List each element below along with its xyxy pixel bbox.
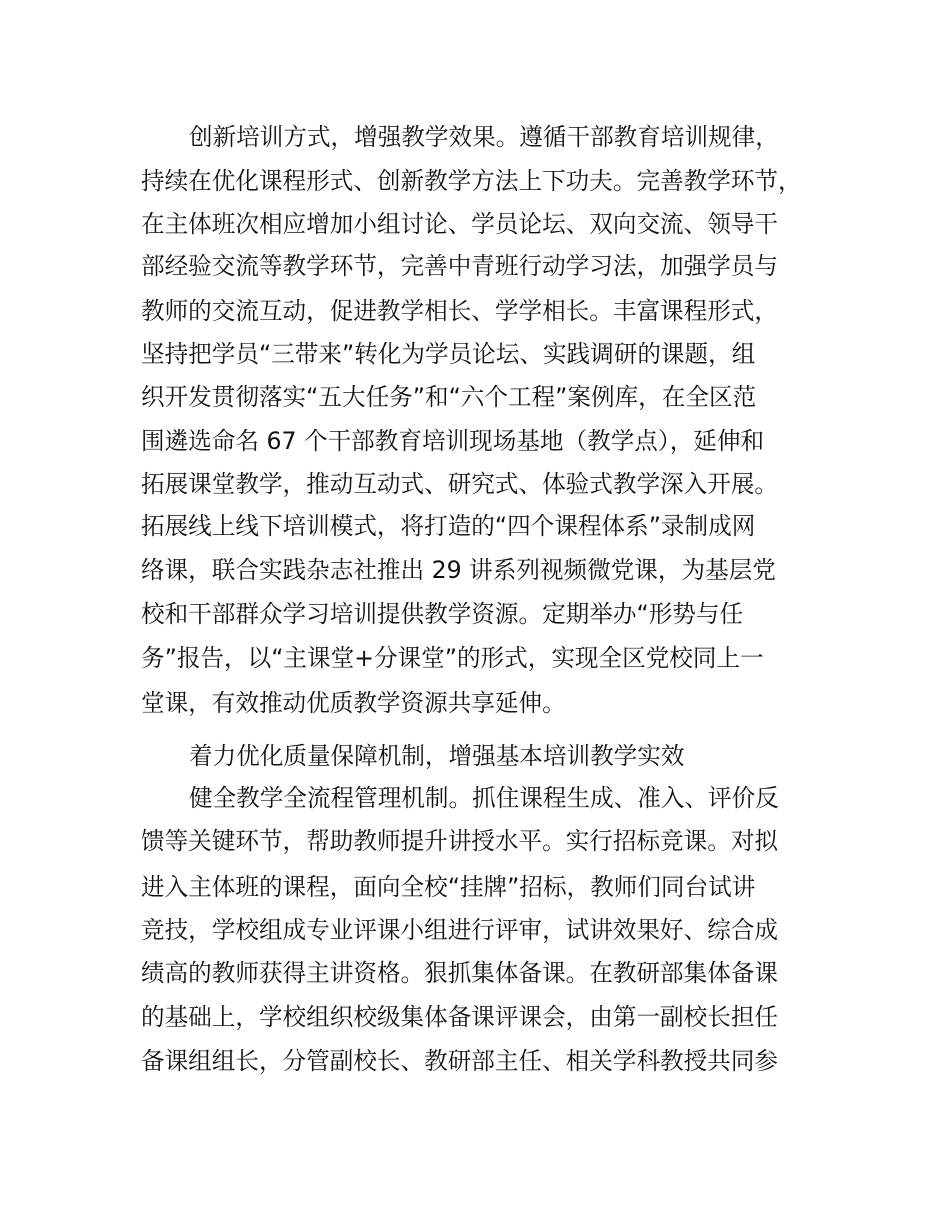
paragraph-line: 堂课，有效推动优质教学资源共享延伸。 (141, 689, 566, 717)
paragraph-line: 健全教学全流程管理机制。抓住课程生成、准入、评价反 (189, 784, 779, 812)
paragraph-line: 创新培训方式，增强教学效果。遵循干部教育培训规律， (189, 123, 779, 151)
paragraph-line: 织开发贯彻落实“五大任务”和“六个工程”案例库，在全区范 (141, 383, 757, 411)
paragraph-line: 拓展线上线下培训模式，将打造的“四个课程体系”录制成网 (141, 512, 756, 540)
paragraph-line: 络课，联合实践杂志社推出 29 讲系列视频微党课，为基层党 (141, 556, 776, 584)
heading-line: 着力优化质量保障机制，增强基本培训教学实效 (189, 742, 685, 770)
paragraph-line: 持续在优化课程形式、创新教学方法上下功夫。完善教学环节， (141, 167, 802, 195)
paragraph-line: 竞技，学校组成专业评课小组进行评审，试讲效果好、综合成 (141, 916, 779, 944)
paragraph-line: 务”报告，以“主课堂+分课堂”的形式，实现全区党校同上一 (141, 644, 764, 672)
paragraph-line: 围遴选命名 67 个干部教育培训现场基地（教学点），延伸和 (141, 427, 765, 455)
paragraph-line: 拓展课堂教学，推动互动式、研究式、体验式教学深入开展。 (141, 470, 779, 498)
paragraph-line: 的基础上，学校组织校级集体备课评课会，由第一副校长担任 (141, 1003, 779, 1031)
paragraph-line: 绩高的教师获得主讲资格。狠抓集体备课。在教研部集体备课 (141, 959, 779, 987)
paragraph-line: 馈等关键环节，帮助教师提升讲授水平。实行招标竞课。对拟 (141, 827, 779, 855)
paragraph-line: 在主体班次相应增加小组讨论、学员论坛、双向交流、领导干 (141, 210, 779, 238)
paragraph-line: 部经验交流等教学环节，完善中青班行动学习法，加强学员与 (141, 252, 779, 280)
paragraph-line: 校和干部群众学习培训提供教学资源。定期举办“形势与任 (141, 600, 744, 628)
paragraph-line: 备课组组长，分管副校长、教研部主任、相关学科教授共同参 (141, 1047, 779, 1075)
paragraph-line: 坚持把学员“三带来”转化为学员论坛、实践调研的课题，组 (141, 340, 756, 368)
paragraph-line: 进入主体班的课程，面向全校“挂牌”招标，教师们同台试讲 (141, 873, 756, 901)
paragraph-line: 教师的交流互动，促进教学相长、学学相长。丰富课程形式， (141, 297, 779, 325)
